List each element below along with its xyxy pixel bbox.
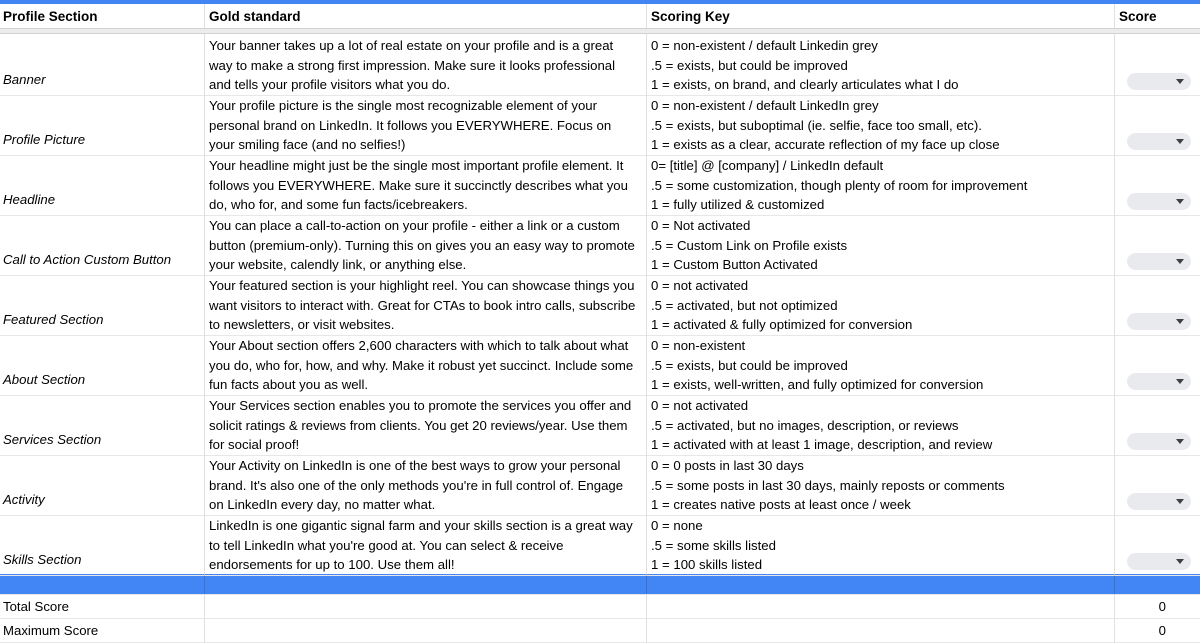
scoring-key-cell[interactable] (647, 394, 1115, 456)
gold-standard-cell[interactable] (205, 454, 647, 516)
gold-standard-cell[interactable] (205, 334, 647, 396)
score-cell[interactable] (1115, 154, 1200, 216)
scoring-key-cell[interactable] (647, 514, 1115, 576)
scoring-key-line: 1 = activated with at least 1 image, description, and review (651, 437, 993, 452)
scoring-key-cell[interactable] (647, 274, 1115, 336)
scoring-key-line: .5 = activated, but not optimized (651, 297, 838, 313)
score-dropdown[interactable] (1127, 493, 1191, 510)
scoring-key-line: 1 = 100 skills listed (651, 557, 763, 572)
scoring-key-line: 1 = exists, on brand, and clearly articulates what I do (651, 77, 959, 92)
scoring-key-line: .5 = exists, but could be improved (651, 357, 848, 373)
scoring-key-line: 1 = fully utilized & customized (651, 197, 825, 212)
score-cell[interactable] (1115, 334, 1200, 396)
gold-standard-cell[interactable] (205, 514, 647, 576)
profile-section-cell[interactable] (0, 34, 205, 96)
scoring-key-line: 0 = none (651, 518, 703, 533)
row-cta-custom-button (0, 214, 1200, 274)
total-score-row (0, 595, 1200, 619)
profile-section-label: Profile Picture (3, 132, 86, 147)
maximum-score-row (0, 619, 1200, 643)
gold-standard-cell[interactable] (205, 154, 647, 216)
gold-standard-text: Your banner takes up a lot of real estate on your profile and is a great way to make a strong first impression. Make sure it looks professional and tells your profile visitors what you do. (209, 38, 616, 92)
scoring-key-line: 0= [title] @ [company] / LinkedIn default (651, 158, 884, 173)
row-headline (0, 154, 1200, 214)
scoring-key-cell[interactable] (647, 94, 1115, 156)
scoring-key-line: .5 = some skills listed (651, 537, 776, 553)
profile-section-label: Skills Section (3, 552, 82, 567)
gold-standard-cell[interactable] (205, 274, 647, 336)
dropdown-arrow-icon (1176, 499, 1184, 504)
row-profile-picture (0, 94, 1200, 154)
profile-section-cell[interactable] (0, 394, 205, 456)
header-profile-section[interactable]: Profile Section (0, 4, 205, 28)
scoring-key-line: 1 = Custom Button Activated (651, 257, 818, 272)
dropdown-arrow-icon (1176, 79, 1184, 84)
score-cell[interactable] (1115, 94, 1200, 156)
profile-section-cell[interactable] (0, 94, 205, 156)
row-banner (0, 34, 1200, 94)
scoring-key-line: .5 = some customization, though plenty of room for improvement (651, 177, 1028, 193)
header-scoring-key[interactable]: Scoring Key (647, 4, 1115, 28)
profile-section-label: Featured Section (3, 312, 104, 327)
gold-standard-cell[interactable] (205, 214, 647, 276)
dropdown-arrow-icon (1176, 439, 1184, 444)
empty-cell[interactable] (205, 619, 647, 643)
row-services-section (0, 394, 1200, 454)
scoring-key-cell[interactable] (647, 154, 1115, 216)
maximum-score-label: Maximum Score (3, 623, 99, 638)
gold-standard-text: Your About section offers 2,600 characters with which to talk about what you do, who for, how, and why. Make it robust yet succinct. Include some fun facts about you as well. (209, 338, 634, 392)
score-cell[interactable] (1115, 394, 1200, 456)
profile-section-cell[interactable] (0, 454, 205, 516)
score-dropdown[interactable] (1127, 253, 1191, 270)
scoring-key-line: 0 = not activated (651, 278, 749, 293)
gold-standard-text: Your Services section enables you to promote the services you offer and solicit ratings & reviews from clients. You get 20 reviews/year. Use them for social proof! (209, 398, 632, 452)
dropdown-arrow-icon (1176, 199, 1184, 204)
dropdown-arrow-icon (1176, 559, 1184, 564)
dropdown-arrow-icon (1176, 379, 1184, 384)
total-score-label: Total Score (3, 599, 69, 614)
scoring-key-line: 1 = exists as a clear, accurate reflection of my face up close (651, 137, 1000, 152)
scoring-key-cell[interactable] (647, 454, 1115, 516)
scoring-key-line: .5 = some posts in last 30 days, mainly reposts or comments (651, 477, 1005, 493)
score-cell[interactable] (1115, 274, 1200, 336)
dropdown-arrow-icon (1176, 319, 1184, 324)
dropdown-arrow-icon (1176, 259, 1184, 264)
score-dropdown[interactable] (1127, 193, 1191, 210)
profile-section-label: Activity (3, 492, 45, 507)
gold-standard-text: Your headline might just be the single most important profile element. It follows you EVERYWHERE. Make sure it succinctly describes what you do, who for, and some fun facts/icebreakers. (209, 158, 628, 212)
scoring-key-line: 1 = creates native posts at least once / week (651, 497, 911, 512)
score-cell[interactable] (1115, 34, 1200, 96)
scoring-key-line: 0 = non-existent (651, 338, 746, 353)
scoring-key-cell[interactable] (647, 334, 1115, 396)
maximum-score-label-cell[interactable] (0, 619, 205, 643)
maximum-score-value: 0 (1158, 623, 1166, 638)
blue-divider-row[interactable] (0, 574, 1200, 595)
gold-standard-text: LinkedIn is one gigantic signal farm and your skills section is a great way to tell LinkedIn what you're good at. You can select & receive endorsements for up to 100. Use them all! (209, 518, 633, 572)
row-activity (0, 454, 1200, 514)
empty-cell[interactable] (647, 595, 1115, 619)
maximum-score-value-cell[interactable] (1115, 619, 1200, 643)
scoring-key-line: .5 = exists, but suboptimal (ie. selfie, face too small, etc). (651, 117, 982, 133)
scoring-key-line: 0 = not activated (651, 398, 749, 413)
profile-section-cell[interactable] (0, 214, 205, 276)
header-score[interactable]: Score (1119, 8, 1157, 24)
total-score-value-cell[interactable] (1115, 595, 1200, 619)
empty-cell[interactable] (647, 619, 1115, 643)
scoring-key-cell[interactable] (647, 214, 1115, 276)
row-skills-section (0, 514, 1200, 574)
gold-standard-text: Your profile picture is the single most recognizable element of your personal brand on LinkedIn. It follows you EVERYWHERE. Focus on your smiling face (and no selfies!) (209, 98, 612, 152)
gold-standard-text: Your Activity on LinkedIn is one of the best ways to grow your personal brand. It's also one of the only methods you're in full control of. Engage on LinkedIn every day, no matter what. (209, 458, 624, 512)
score-cell[interactable] (1115, 514, 1200, 576)
scoring-key-line: .5 = exists, but could be improved (651, 57, 848, 73)
score-dropdown[interactable] (1127, 133, 1191, 150)
gold-standard-cell[interactable] (205, 94, 647, 156)
dropdown-arrow-icon (1176, 139, 1184, 144)
profile-section-cell[interactable] (0, 334, 205, 396)
profile-section-label: About Section (3, 372, 86, 387)
row-featured-section (0, 274, 1200, 334)
score-cell[interactable] (1115, 454, 1200, 516)
row-about-section (0, 334, 1200, 394)
profile-section-label: Headline (3, 192, 56, 207)
blue-cell (1115, 574, 1200, 594)
blue-cell (205, 574, 647, 594)
score-dropdown[interactable] (1127, 433, 1191, 450)
profile-section-cell[interactable] (0, 274, 205, 336)
profile-section-label: Services Section (3, 432, 102, 447)
score-dropdown[interactable] (1127, 313, 1191, 330)
score-cell[interactable] (1115, 214, 1200, 276)
empty-cell[interactable] (205, 595, 647, 619)
gold-standard-cell[interactable] (205, 394, 647, 456)
gold-standard-text: Your featured section is your highlight reel. You can showcase things you want visitors to interact with. Great for CTAs to book intro calls, subscribe to newsletters, or visit websites. (209, 278, 636, 332)
header-row (0, 4, 1200, 28)
profile-section-cell[interactable] (0, 154, 205, 216)
scoring-key-line: 1 = activated & fully optimized for conversion (651, 317, 913, 332)
profile-section-label: Call to Action Custom Button (3, 252, 172, 267)
scoring-key-line: 0 = non-existent / default Linkedin grey (651, 38, 878, 53)
scoring-key-line: 0 = 0 posts in last 30 days (651, 458, 804, 473)
gold-standard-text: You can place a call-to-action on your profile - either a link or a custom button (premium-only). Turning this on gives you an easy way to promote your website, calendly link, or anything else. (209, 218, 635, 272)
gold-standard-cell[interactable] (205, 34, 647, 96)
scoring-key-cell[interactable] (647, 34, 1115, 96)
scoring-key-line: 1 = exists, well-written, and fully optimized for conversion (651, 377, 984, 392)
total-score-value: 0 (1158, 599, 1166, 614)
blue-cell (0, 574, 205, 594)
score-dropdown[interactable] (1127, 373, 1191, 390)
scoring-key-line: .5 = activated, but no images, description, or reviews (651, 417, 959, 433)
scoring-key-line: .5 = Custom Link on Profile exists (651, 237, 848, 253)
blue-cell (647, 574, 1115, 594)
header-gold-standard[interactable]: Gold standard (205, 4, 647, 28)
score-dropdown[interactable] (1127, 73, 1191, 90)
profile-section-cell[interactable] (0, 514, 205, 576)
total-score-label-cell[interactable] (0, 595, 205, 619)
scoring-key-line: 0 = Not activated (651, 218, 751, 233)
scoring-key-line: 0 = non-existent / default LinkedIn grey (651, 98, 879, 113)
profile-section-label: Banner (3, 72, 46, 87)
score-dropdown[interactable] (1127, 553, 1191, 570)
